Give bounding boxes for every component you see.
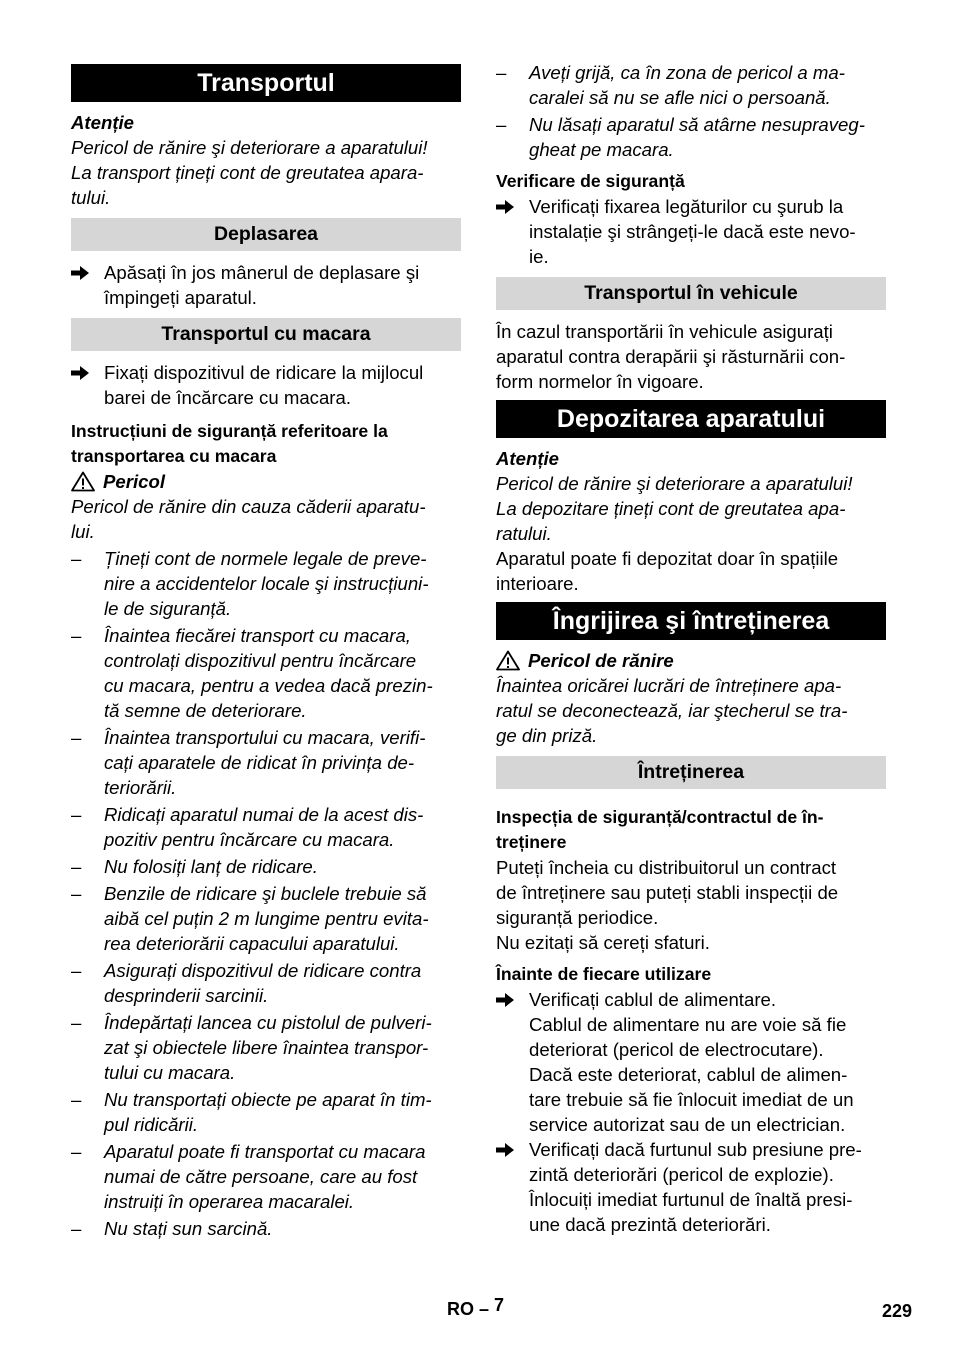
step-deplasarea: Apăsați în jos mânerul de deplasare şi împingeți aparatul. [71, 260, 461, 310]
attention-label: Atenție [71, 112, 135, 133]
list-item: – Aparatul poate fi transportat cu macara numai de către persoane, care au fost instruiți în operarea macaralei. [71, 1141, 426, 1212]
attention-text: Pericol de rănire şi deteriorare a aparatului! La depozitare țineți cont de greutatea apa- ratului. [496, 473, 853, 544]
step-furtun-note: Înlocuiți imediat furtunul de înaltă presi- une dacă prezintă deteriorări. [529, 1189, 853, 1235]
subsection-transport-vehicule: Transportul în vehicule [496, 277, 886, 310]
inainte-heading: Înainte de fiecare utilizare [496, 964, 712, 984]
subsection-transport-macara: Transportul cu macara [71, 318, 461, 351]
right-arrow-icon [71, 265, 89, 281]
right-arrow-icon [496, 199, 514, 215]
vehicule-text: În cazul transportării în vehicule asigurați aparatul contra derapării şi răsturnării con- form normelor în vigoare. [496, 321, 846, 392]
section-title-ingrijirea: Îngrijirea şi întreținerea [496, 602, 886, 640]
list-item: – Nu folosiți lanț de ridicare. [71, 856, 318, 877]
step-furtun: Verificați dacă furtunul sub presiune pre- zintă deteriorări (pericol de explozie). [496, 1137, 886, 1187]
step-cablu: Verificați cablul de alimentare. [496, 987, 886, 1012]
safety-list [71, 546, 461, 1241]
right-arrow-icon [496, 1142, 514, 1158]
safety-list-continued [496, 60, 886, 162]
list-item: – Țineți cont de normele legale de preve- nire a accidentelor locale şi instrucțiuni- le de siguranță. [71, 548, 429, 619]
depozitare-text: Aparatul poate fi depozitat doar în spațiile interioare. [496, 548, 839, 594]
step-cablu-note: Cablul de alimentare nu are voie să fie deteriorat (pericol de electrocutare). Dacă este deteriorat, cablul de alimen- tare trebuie să fie înlocuit imediat de un service autorizat sau de un electrician. [529, 1014, 854, 1135]
right-column [496, 58, 886, 1237]
verificare-heading: Verificare de siguranță [496, 171, 685, 191]
inspectie-text: Puteți încheia cu distribuitorul un contract de întreținere sau puteți stabli inspecții de siguranță periodice. Nu ezitați să cereți sfaturi. [496, 857, 839, 953]
danger-label: Pericol [71, 469, 461, 494]
right-arrow-icon [496, 992, 514, 1008]
danger-text: Înaintea oricărei lucrări de întreținere apa- ratul se deconectează, iar ştecherul se tra- ge din priză. [496, 675, 848, 746]
inspectie-heading: Inspecția de siguranță/contractul de în- treținere [496, 807, 824, 852]
list-item: – Îndepărtați lancea cu pistolul de pulveri- zat şi obiectele libere înaintea transpor- tului cu macara. [71, 1012, 432, 1083]
list-item: – Înaintea transportului cu macara, verifi- cați aparatele de ridicat în privința de- teriorării. [71, 727, 426, 798]
right-arrow-icon [71, 365, 89, 381]
section-title-transportul: Transportul [71, 64, 461, 102]
list-item: – Nu transportați obiecte pe aparat în tim- pul ridicării. [71, 1089, 432, 1135]
list-item: – Aveți grijă, ca în zona de pericol a ma- caralei să nu se afle nici o persoană. [496, 62, 845, 108]
attention-text: Pericol de rănire şi deteriorare a aparatului! La transport țineți cont de greutatea apara- tului. [71, 137, 428, 208]
list-item: – Nu stați sun sarcină. [71, 1218, 273, 1239]
attention-label: Atenție [496, 448, 560, 469]
step-macara: Fixați dispozitivul de ridicare la mijlocul barei de încărcare cu macara. [71, 360, 461, 410]
page-number: 229 [881, 1301, 912, 1321]
warning-triangle-icon [496, 650, 520, 671]
section-title-depozitarea: Depozitarea aparatului [496, 400, 886, 438]
footer-page-label: RO – 7 [447, 1295, 505, 1319]
danger-label: Pericol de rănire [496, 648, 886, 673]
list-item: – Ridicați aparatul numai de la acest dis- pozitiv pentru încărcare cu macara. [71, 804, 424, 850]
list-item: – Nu lăsați aparatul să atârne nesupraveg- gheat pe macara. [496, 114, 865, 160]
step-verificare: Verificați fixarea legăturilor cu şurub la instalație şi strângeți-le dacă este nevo- ie. [496, 194, 886, 269]
list-item: – Înaintea fiecărei transport cu macara, controlați dispozitivul pentru încărcare cu macara, pentru a vedea dacă prezin- tă semne de deteriorare. [71, 625, 433, 721]
left-column [71, 58, 461, 1241]
subsection-deplasarea: Deplasarea [71, 218, 461, 251]
danger-text: Pericol de rănire din cauza căderii aparatu- lui. [71, 496, 426, 542]
list-item: – Asigurați dispozitivul de ridicare contra desprinderii sarcinii. [71, 960, 422, 1006]
warning-triangle-icon [71, 471, 95, 492]
safety-heading: Instrucțiuni de siguranță referitoare la transportarea cu macara [71, 421, 388, 466]
list-item: – Benzile de ridicare şi buclele trebuie să aibă cel puțin 2 m lungime pentru evita- rea deteriorării capacului aparatului. [71, 883, 429, 954]
subsection-intretinerea: Întreținerea [496, 756, 886, 789]
